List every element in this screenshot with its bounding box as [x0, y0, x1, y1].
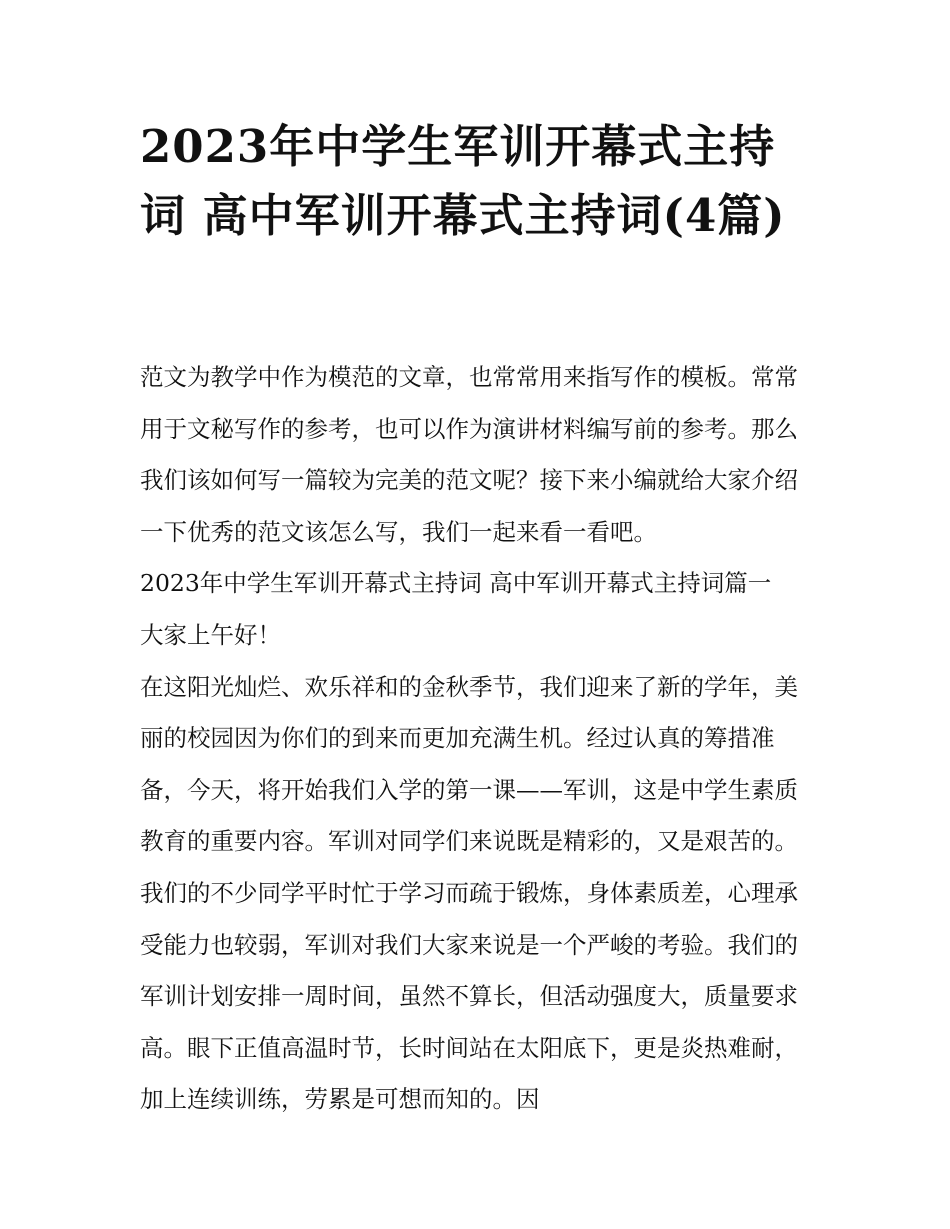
section-heading: 2023年中学生军训开幕式主持词 高中军训开幕式主持词篇一 [140, 569, 772, 598]
intro-paragraph: 范文为教学中作为模范的文章，也常常用来指写作的模板。常常用于文秘写作的参考，也可以作为演讲材料编写前的参考。那么我们该如何写一篇较为完美的范文呢？接下来小编就给大家介绍一下优秀的范文该怎么写，我们一起来看一看吧。 [140, 363, 798, 546]
greeting-paragraph: 大家上午好！ [140, 620, 281, 649]
document-title: 2023年中学生军训开幕式主持词 高中军训开幕式主持词(4篇) [140, 120, 786, 242]
body-paragraph: 在这阳光灿烂、欢乐祥和的金秋季节，我们迎来了新的学年，美丽的校园因为你们的到来而更加充满生机。经过认真的筹措准备，今天，将开始我们入学的第一课——军训，这是中学生素质教育的重要内容。军训对同学们来说既是精彩的，又是艰苦的。我们的不少同学平时忙于学习而疏于锻炼，身体素质差，心理承受能力也较弱，军训对我们大家来说是一个严峻的考验。我们的军训计划安排一周时间，虽然不算长，但活动强度大，质量要求高。眼下正值高温时节，长时间站在太阳底下，更是炎热难耐，加上连续训练，劳累是可想而知的。因 [140, 672, 798, 1114]
document-body [140, 352, 820, 1126]
